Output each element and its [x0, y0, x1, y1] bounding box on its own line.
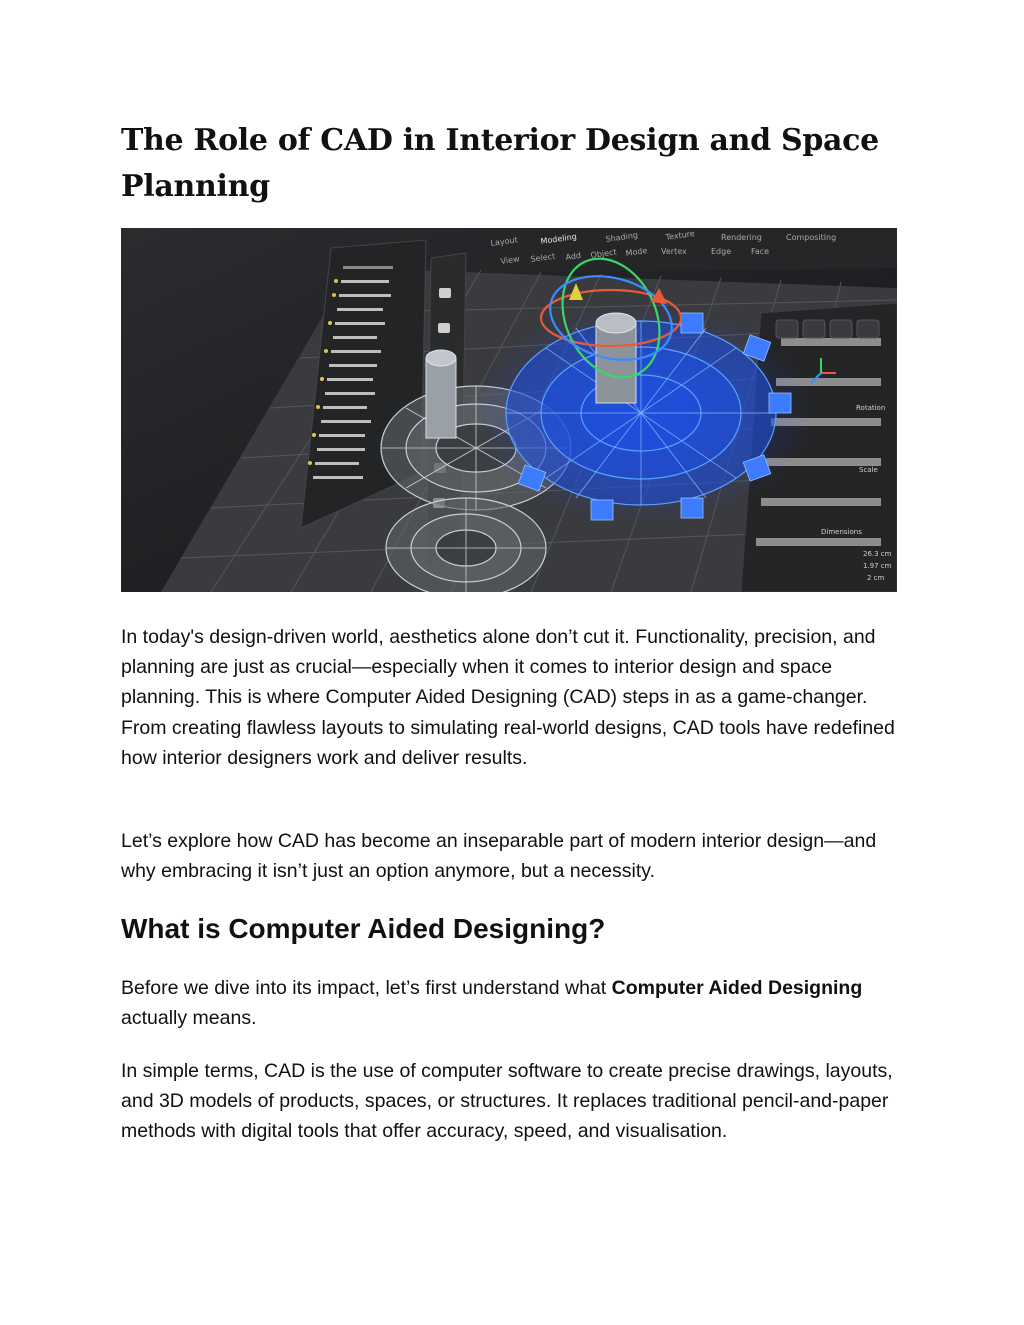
svg-text:Select: Select — [530, 251, 556, 264]
svg-text:Object: Object — [590, 247, 618, 260]
svg-text:Vertex: Vertex — [661, 247, 687, 256]
article-title: The Role of CAD in Interior Design and Space Planning — [121, 123, 879, 204]
svg-text:Rendering: Rendering — [721, 233, 762, 242]
svg-text:View: View — [500, 254, 521, 266]
svg-text:Compositing: Compositing — [786, 233, 837, 242]
svg-text:Modeling: Modeling — [540, 232, 578, 246]
section-heading: What is Computer Aided Designing? — [121, 913, 606, 944]
svg-text:1.97 cm: 1.97 cm — [863, 562, 892, 570]
svg-text:Face: Face — [751, 247, 770, 256]
cad-software-image — [121, 228, 897, 592]
section-para1-lead: Before we dive into its impact, let’s first understand what — [121, 977, 612, 999]
section-para1-tail: actually means. — [121, 1007, 257, 1030]
svg-text:Add: Add — [565, 250, 582, 262]
section-paragraph-1 — [121, 973, 911, 1033]
svg-text:Shading: Shading — [605, 230, 639, 244]
svg-text:Layout: Layout — [490, 235, 519, 248]
svg-text:Scale: Scale — [859, 466, 878, 474]
cad-term-bold: Computer Aided Designing — [611, 977, 863, 999]
svg-text:Rotation: Rotation — [856, 404, 886, 412]
second-paragraph: Let’s explore how CAD has become an inseparable part of modern interior design—and why embracing it isn’t just an option anymore, but a necessity. — [121, 830, 877, 883]
svg-text:2 cm: 2 cm — [867, 574, 885, 582]
svg-text:Dimensions: Dimensions — [821, 528, 862, 536]
intro-paragraph: In today's design-driven world, aesthetics alone don’t cut it. Functionality, precision, and planning are just as crucial—especially when it comes to interior design and space planning. This is where Computer Aided Designing (CAD) steps in as a game-changer. From creating flawless layouts to simulating real-world designs, CAD tools have redefined how interior designers work and deliver results. — [121, 626, 895, 769]
svg-text:Mode: Mode — [625, 246, 648, 258]
section-paragraph-2: In simple terms, CAD is the use of computer software to create precise drawings, layouts, and 3D models of products, spaces, or structures. It replaces traditional pencil-and-paper methods with digital tools that offer accuracy, speed, and visualisation. — [121, 1060, 893, 1143]
svg-text:Edge: Edge — [711, 247, 732, 256]
svg-text:26.3 cm: 26.3 cm — [863, 550, 892, 558]
svg-text:Texture: Texture — [665, 228, 696, 242]
